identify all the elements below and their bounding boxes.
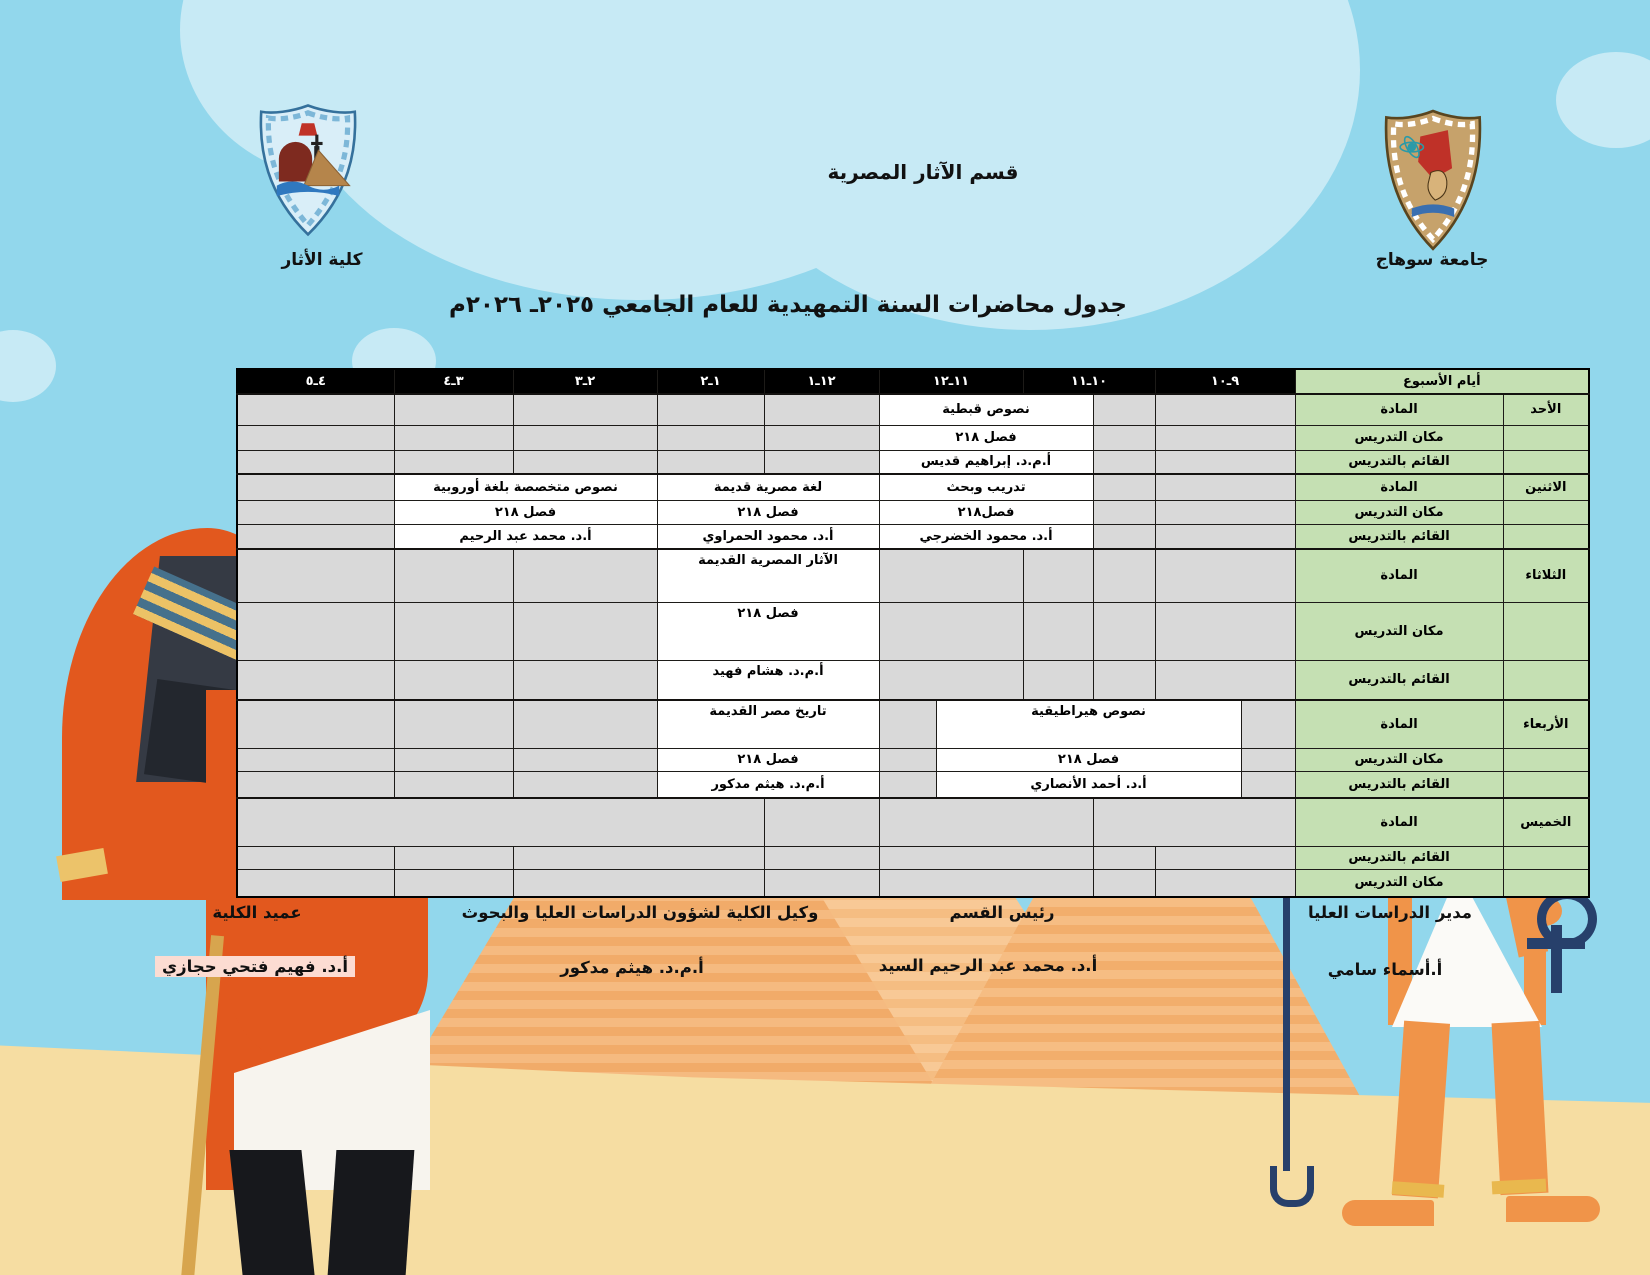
time-slot-header: ٤ـ٥ — [237, 369, 394, 394]
table-header-row — [237, 369, 1589, 394]
row-label-cell: القائم بالتدريس — [1295, 846, 1503, 869]
row-label-cell: مكان التدريس — [1295, 500, 1503, 524]
right-leg-shape — [328, 1150, 415, 1275]
teacher-cell: أ.د. أحمد الأنصاري — [936, 771, 1241, 798]
signature-name: أ.م.د. هيثم مدكور — [560, 958, 704, 977]
was-scepter-fork — [1270, 1166, 1314, 1207]
room-cell: فصل ٢١٨ — [394, 500, 657, 524]
was-scepter-staff — [1283, 893, 1290, 1171]
table-row — [237, 549, 1589, 602]
day-cell: الثلاثاء — [1503, 549, 1589, 602]
teacher-cell: أ.م.د. إبراهيم قديس — [879, 450, 1093, 474]
page-title: جدول محاضرات السنة التمهيدية للعام الجامعي ٢٠٢٥ـ ٢٠٢٦م — [449, 292, 1127, 318]
time-slot-header: ٢ـ٣ — [513, 369, 657, 394]
ankh-crossbar — [1527, 938, 1585, 949]
teacher-cell: أ.د. محمد عبد الرحيم — [394, 524, 657, 549]
table-row — [237, 474, 1589, 500]
cloud-shape — [1556, 52, 1650, 148]
department-title: قسم الآثار المصرية — [827, 160, 1019, 184]
table-row — [237, 846, 1589, 869]
signature-title: رئيس القسم — [949, 903, 1055, 922]
room-cell: فصل٢١٨ — [879, 500, 1093, 524]
time-slot-header: ٣ـ٤ — [394, 369, 513, 394]
subject-cell: نصوص قبطية — [879, 394, 1093, 425]
row-label-cell: القائم بالتدريس — [1295, 771, 1503, 798]
signature-title: مدير الدراسات العليا — [1307, 903, 1473, 922]
row-label-cell: القائم بالتدريس — [1295, 524, 1503, 549]
subject-cell: نصوص متخصصة بلغة أوروبية — [394, 474, 657, 500]
table-row — [237, 450, 1589, 474]
table-row — [237, 798, 1589, 846]
left-leg-shape — [229, 1150, 314, 1275]
row-label-cell: المادة — [1295, 474, 1503, 500]
faculty-archaeology-logo-icon — [256, 100, 360, 240]
teacher-cell: أ.م.د. هيثم مدكور — [657, 771, 879, 798]
time-slot-header: ٩ـ١٠ — [1155, 369, 1295, 394]
row-label-cell: مكان التدريس — [1295, 869, 1503, 897]
teacher-cell: أ.د. محمود الخضرجي — [879, 524, 1093, 549]
row-label-cell: المادة — [1295, 798, 1503, 846]
room-cell: فصل ٢١٨ — [879, 425, 1093, 450]
faculty-name: كلية الأثار — [281, 250, 363, 270]
day-cell: الأحد — [1503, 394, 1589, 425]
table-row — [237, 700, 1589, 748]
row-label-cell: مكان التدريس — [1295, 425, 1503, 450]
room-cell: فصل ٢١٨ — [657, 748, 879, 771]
row-label-cell: مكان التدريس — [1295, 602, 1503, 660]
room-cell: فصل ٢١٨ — [936, 748, 1241, 771]
time-slot-header: ١١ـ١٢ — [879, 369, 1023, 394]
week-days-header-cell: أيام الأسبوع — [1295, 369, 1589, 394]
room-cell: فصل ٢١٨ — [657, 602, 879, 660]
signature-name: أ.د. فهيم فتحي حجازي — [155, 956, 355, 977]
cloud-shape — [0, 330, 56, 402]
table-row — [237, 500, 1589, 524]
table-row — [237, 748, 1589, 771]
subject-cell: تاريخ مصر القديمة — [657, 700, 879, 748]
row-label-cell: المادة — [1295, 549, 1503, 602]
signature-title: عميد الكلية — [212, 903, 302, 922]
table-row — [237, 425, 1589, 450]
day-cell: الاثنين — [1503, 474, 1589, 500]
table-row — [237, 602, 1589, 660]
row-label-cell: القائم بالتدريس — [1295, 660, 1503, 700]
table-row — [237, 524, 1589, 549]
time-slot-header: ١٢ـ١ — [764, 369, 879, 394]
row-label-cell: القائم بالتدريس — [1295, 450, 1503, 474]
row-label-cell: المادة — [1295, 394, 1503, 425]
university-name: جامعة سوهاج — [1375, 250, 1489, 270]
signature-title: وكيل الكلية لشؤون الدراسات العليا والبحوث — [461, 903, 819, 922]
room-cell: فصل ٢١٨ — [657, 500, 879, 524]
ankh-stem — [1551, 925, 1562, 993]
signature-name: أ.د. محمد عبد الرحيم السيد — [878, 956, 1098, 975]
sohag-university-logo-icon — [1380, 106, 1486, 256]
table-row — [237, 660, 1589, 700]
schedule-table — [236, 368, 1590, 898]
row-label-cell: مكان التدريس — [1295, 748, 1503, 771]
right-leg-shape — [1492, 1021, 1549, 1195]
time-slot-header: ١٠ـ١١ — [1023, 369, 1155, 394]
day-cell: الأربعاء — [1503, 700, 1589, 748]
right-foot-shape — [1506, 1196, 1600, 1222]
table-row — [237, 771, 1589, 798]
teacher-cell: أ.م.د. هشام فهيد — [657, 660, 879, 700]
subject-cell: لغة مصرية قديمة — [657, 474, 879, 500]
table-row — [237, 394, 1589, 425]
teacher-cell: أ.د. محمود الحمراوي — [657, 524, 879, 549]
subject-cell: تدريب وبحث — [879, 474, 1093, 500]
table-row — [237, 869, 1589, 897]
subject-cell: الآثار المصرية القديمة — [657, 549, 879, 602]
day-cell: الخميس — [1503, 798, 1589, 846]
signature-name: أ.أسماء سامي — [1327, 960, 1443, 979]
time-slot-header: ١ـ٢ — [657, 369, 764, 394]
left-foot-shape — [1342, 1200, 1434, 1226]
row-label-cell: المادة — [1295, 700, 1503, 748]
subject-cell: نصوص هيراطيقية — [936, 700, 1241, 748]
